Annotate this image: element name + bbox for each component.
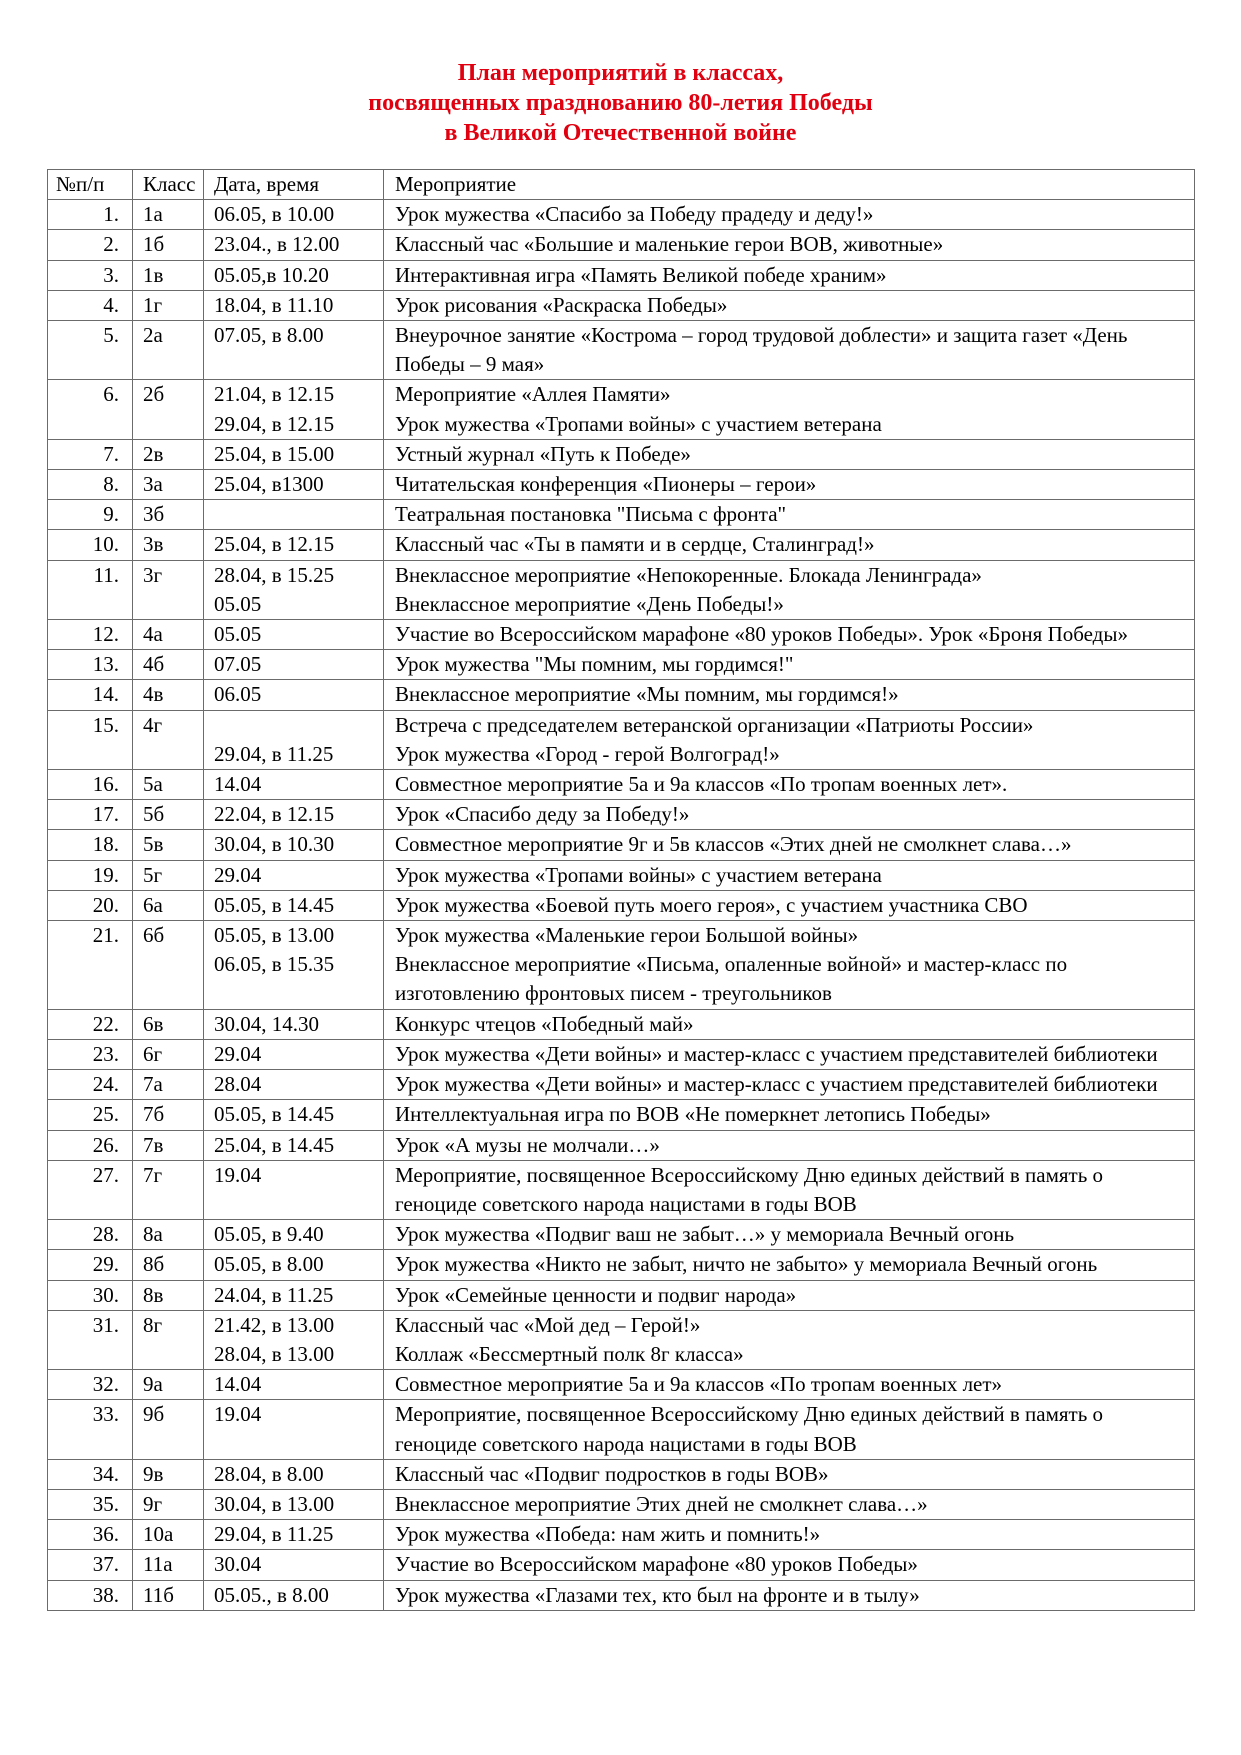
row-class: 7г [133, 1160, 204, 1219]
row-date: 14.04 [214, 772, 262, 797]
row-dates [204, 1100, 384, 1130]
row-dates [204, 710, 384, 769]
row-number: 12. [48, 620, 133, 650]
table-row [48, 1250, 1195, 1280]
row-date: 28.04 [214, 1072, 262, 1097]
table-row [48, 321, 1195, 380]
table-row [48, 1160, 1195, 1219]
row-number: 35. [48, 1489, 133, 1519]
row-class: 11б [133, 1580, 204, 1610]
row-event: Внеклассное мероприятие «Письма, опаленные войной» и мастер-класс по изготовлению фронтовых писем - треугольников [395, 952, 1068, 1006]
row-number: 1. [48, 200, 133, 230]
row-number: 38. [48, 1580, 133, 1610]
row-event: Интеллектуальная игра по ВОВ «Не померкнет летопись Победы» [395, 1102, 991, 1127]
row-number: 34. [48, 1459, 133, 1489]
row-event: Внеклассное мероприятие «Непокоренные. Блокада Ленинграда» [395, 562, 982, 587]
table-row [48, 710, 1195, 769]
row-events [384, 1250, 1195, 1280]
row-number: 36. [48, 1520, 133, 1550]
table-row [48, 290, 1195, 320]
row-date: 30.04, в 13.00 [214, 1491, 335, 1516]
row-date: 25.04, в 12.15 [214, 532, 335, 557]
row-dates [204, 200, 384, 230]
row-date [214, 711, 383, 740]
row-date: 06.05, в 10.00 [214, 202, 335, 227]
table-row [48, 830, 1195, 860]
row-dates [204, 1130, 384, 1160]
row-event: Встреча с председателем ветеранской организации «Патриоты России» [395, 712, 1034, 737]
row-event: Мероприятие, посвященное Всероссийскому Дню единых действий в память о геноциде советского народа нацистами в годы ВОВ [395, 1162, 1104, 1216]
row-event: Урок мужества «Дети войны» и мастер-класс с участием представителей библиотеки [395, 1041, 1158, 1066]
row-events [384, 380, 1195, 439]
row-number: 10. [48, 530, 133, 560]
row-number: 4. [48, 290, 133, 320]
row-events [384, 470, 1195, 500]
row-date: 21.42, в 13.00 [214, 1312, 335, 1337]
row-number: 6. [48, 380, 133, 439]
row-event: Внеклассное мероприятие «День Победы!» [395, 591, 784, 616]
row-events [384, 260, 1195, 290]
row-events [384, 650, 1195, 680]
row-date: 05.05, в 14.45 [214, 892, 335, 917]
row-events [384, 620, 1195, 650]
row-events [384, 800, 1195, 830]
header-number: №п/п [48, 170, 133, 200]
row-class: 6в [133, 1009, 204, 1039]
row-date: 28.04, в 13.00 [214, 1341, 335, 1366]
row-date: 05.05, в 8.00 [214, 1252, 324, 1277]
row-dates [204, 1310, 384, 1369]
row-number: 31. [48, 1310, 133, 1369]
row-event: Участие во Всероссийском марафоне «80 уроков Победы». Урок «Броня Победы» [395, 622, 1128, 647]
row-dates [204, 1580, 384, 1610]
row-dates [204, 1550, 384, 1580]
row-dates [204, 1039, 384, 1069]
row-event: Урок «Спасибо деду за Победу!» [395, 802, 690, 827]
row-date: 22.04, в 12.15 [214, 802, 335, 827]
row-event: Классный час «Мой дед – Герой!» [395, 1312, 701, 1337]
table-row [48, 1580, 1195, 1610]
row-date: 28.04, в 15.25 [214, 562, 335, 587]
row-event: Совместное мероприятие 9г и 5в классов «Этих дней не смолкнет слава…» [395, 832, 1072, 857]
row-events [384, 1520, 1195, 1550]
table-row [48, 770, 1195, 800]
row-events [384, 680, 1195, 710]
title-line-3: в Великой Отечественной войне [444, 120, 797, 146]
row-date: 23.04., в 12.00 [214, 232, 340, 257]
table-row [48, 1039, 1195, 1069]
row-dates [204, 321, 384, 380]
row-event: Урок мужества «Боевой путь моего героя», с участием участника СВО [395, 892, 1028, 917]
row-dates [204, 1220, 384, 1250]
row-event: Участие во Всероссийском марафоне «80 уроков Победы» [395, 1552, 918, 1577]
row-number: 17. [48, 800, 133, 830]
table-row [48, 1459, 1195, 1489]
row-date: 30.04, в 10.30 [214, 832, 335, 857]
row-date: 06.05 [214, 682, 262, 707]
row-date: 29.04 [214, 1041, 262, 1066]
row-event: Урок мужества «Победа: нам жить и помнить!» [395, 1522, 821, 1547]
row-class: 1в [133, 260, 204, 290]
row-events [384, 1039, 1195, 1069]
table-row [48, 860, 1195, 890]
row-date: 05.05, в 14.45 [214, 1102, 335, 1127]
row-date: 29.04, в 11.25 [214, 741, 334, 766]
row-number: 25. [48, 1100, 133, 1130]
row-dates [204, 1280, 384, 1310]
row-date: 05.05., в 8.00 [214, 1582, 329, 1607]
row-date: 05.05, в 13.00 [214, 923, 335, 948]
row-class: 3г [133, 560, 204, 619]
row-class: 11а [133, 1550, 204, 1580]
row-date: 05.05, в 9.40 [214, 1222, 324, 1247]
row-date: 14.04 [214, 1372, 262, 1397]
row-number: 7. [48, 439, 133, 469]
row-number: 22. [48, 1009, 133, 1039]
row-class: 6б [133, 921, 204, 1010]
row-event: Урок «А музы не молчали…» [395, 1132, 660, 1157]
header-date: Дата, время [204, 170, 384, 200]
row-class: 5г [133, 860, 204, 890]
table-row [48, 530, 1195, 560]
row-event: Урок мужества «Маленькие герои Большой войны» [395, 923, 859, 948]
row-events [384, 1070, 1195, 1100]
row-events [384, 1130, 1195, 1160]
row-class: 3б [133, 500, 204, 530]
row-events [384, 1009, 1195, 1039]
row-dates [204, 290, 384, 320]
row-events [384, 439, 1195, 469]
table-row [48, 1070, 1195, 1100]
row-number: 21. [48, 921, 133, 1010]
table-row [48, 1370, 1195, 1400]
row-number: 30. [48, 1280, 133, 1310]
row-dates [204, 921, 384, 1010]
row-events [384, 230, 1195, 260]
row-dates [204, 770, 384, 800]
row-class: 2б [133, 380, 204, 439]
row-events [384, 560, 1195, 619]
row-date: 29.04, в 12.15 [214, 411, 335, 436]
row-class: 1а [133, 200, 204, 230]
table-row [48, 800, 1195, 830]
row-event: Театральная постановка "Письма с фронта" [395, 502, 787, 527]
title-line-1: План мероприятий в классах, [457, 60, 784, 86]
row-date: 28.04, в 8.00 [214, 1461, 324, 1486]
row-dates [204, 380, 384, 439]
row-class: 7а [133, 1070, 204, 1100]
row-date: 30.04 [214, 1552, 262, 1577]
row-event: Совместное мероприятие 5а и 9а классов «По тропам военных лет». [395, 772, 1008, 797]
row-event: Урок мужества «Глазами тех, кто был на фронте и в тылу» [395, 1582, 920, 1607]
row-dates [204, 1160, 384, 1219]
row-events [384, 1459, 1195, 1489]
table-header-row [48, 170, 1195, 200]
row-event: Классный час «Большие и маленькие герои ВОВ, животные» [395, 232, 944, 257]
row-dates [204, 260, 384, 290]
row-number: 33. [48, 1400, 133, 1459]
row-events [384, 1550, 1195, 1580]
row-dates [204, 560, 384, 619]
row-class: 4г [133, 710, 204, 769]
row-class: 8в [133, 1280, 204, 1310]
row-class: 3в [133, 530, 204, 560]
row-event: Классный час «Ты в памяти и в сердце, Сталинград!» [395, 532, 875, 557]
row-event: Урок мужества «Спасибо за Победу прадеду и деду!» [395, 202, 874, 227]
row-events [384, 200, 1195, 230]
table-row [48, 1100, 1195, 1130]
row-number: 3. [48, 260, 133, 290]
table-row [48, 380, 1195, 439]
row-number: 26. [48, 1130, 133, 1160]
row-event: Урок мужества "Мы помним, мы гордимся!" [395, 652, 794, 677]
row-date: 24.04, в 11.25 [214, 1282, 334, 1307]
row-dates [204, 1489, 384, 1519]
row-date: 05.05 [214, 622, 262, 647]
row-events [384, 1580, 1195, 1610]
row-class: 1б [133, 230, 204, 260]
row-event: Мероприятие «Аллея Памяти» [395, 382, 671, 407]
row-date: 19.04 [214, 1402, 262, 1427]
row-date: 19.04 [214, 1162, 262, 1187]
row-class: 4б [133, 650, 204, 680]
row-date: 06.05, в 15.35 [214, 952, 335, 977]
table-row [48, 1220, 1195, 1250]
row-class: 6г [133, 1039, 204, 1069]
table-row [48, 439, 1195, 469]
row-event: Интерактивная игра «Память Великой победе храним» [395, 262, 887, 287]
row-class: 5а [133, 770, 204, 800]
table-row [48, 921, 1195, 1010]
row-events [384, 921, 1195, 1010]
row-event: Внеклассное мероприятие «Мы помним, мы гордимся!» [395, 682, 899, 707]
row-number: 13. [48, 650, 133, 680]
row-event: Урок мужества «Тропами войны» с участием ветерана [395, 411, 882, 436]
row-event: Урок «Семейные ценности и подвиг народа» [395, 1282, 797, 1307]
row-events [384, 1400, 1195, 1459]
row-event: Урок мужества «Город - герой Волгоград!» [395, 741, 780, 766]
row-event: Урок рисования «Раскраска Победы» [395, 292, 728, 317]
row-dates [204, 1370, 384, 1400]
table-row [48, 1550, 1195, 1580]
row-number: 29. [48, 1250, 133, 1280]
row-events [384, 1280, 1195, 1310]
row-class: 10а [133, 1520, 204, 1550]
row-number: 28. [48, 1220, 133, 1250]
header-class: Класс [133, 170, 204, 200]
table-row [48, 1280, 1195, 1310]
title-line-2: посвященных празднованию 80-летия Победы [368, 90, 873, 116]
row-event: Совместное мероприятие 5а и 9а классов «По тропам военных лет» [395, 1372, 1003, 1397]
row-dates [204, 530, 384, 560]
row-class: 7в [133, 1130, 204, 1160]
table-row [48, 230, 1195, 260]
row-number: 19. [48, 860, 133, 890]
row-dates [204, 230, 384, 260]
row-number: 20. [48, 890, 133, 920]
table-row [48, 560, 1195, 619]
row-events [384, 770, 1195, 800]
row-events [384, 1370, 1195, 1400]
row-event: Внеурочное занятие «Кострома – город трудовой доблести» и защита газет «День Победы – 9 мая» [395, 323, 1128, 377]
row-class: 8а [133, 1220, 204, 1250]
row-class: 4в [133, 680, 204, 710]
table-row [48, 1310, 1195, 1369]
row-dates [204, 860, 384, 890]
row-class: 9в [133, 1459, 204, 1489]
row-date: 05.05 [214, 591, 262, 616]
row-event: Конкурс чтецов «Победный май» [395, 1011, 694, 1036]
table-row [48, 1489, 1195, 1519]
row-events [384, 1160, 1195, 1219]
row-date: 25.04, в 14.45 [214, 1132, 335, 1157]
row-events [384, 290, 1195, 320]
table-row [48, 620, 1195, 650]
row-dates [204, 1009, 384, 1039]
table-row [48, 260, 1195, 290]
table-body [48, 200, 1195, 1611]
row-date: 25.04, в1300 [214, 472, 324, 497]
row-number: 8. [48, 470, 133, 500]
table-row [48, 1520, 1195, 1550]
row-dates [204, 830, 384, 860]
row-class: 7б [133, 1100, 204, 1130]
row-class: 2а [133, 321, 204, 380]
row-class: 8б [133, 1250, 204, 1280]
row-dates [204, 1070, 384, 1100]
row-class: 3а [133, 470, 204, 500]
header-event: Мероприятие [384, 170, 1195, 200]
row-number: 15. [48, 710, 133, 769]
row-class: 9а [133, 1370, 204, 1400]
row-event: Урок мужества «Дети войны» и мастер-класс с участием представителей библиотеки [395, 1072, 1158, 1097]
row-events [384, 1220, 1195, 1250]
row-number: 11. [48, 560, 133, 619]
document-title [0, 58, 1241, 148]
row-date [214, 500, 383, 529]
row-class: 9г [133, 1489, 204, 1519]
row-dates [204, 1459, 384, 1489]
row-number: 16. [48, 770, 133, 800]
row-event: Читательская конференция «Пионеры – герои» [395, 472, 817, 497]
row-date: 30.04, 14.30 [214, 1011, 319, 1036]
table-row [48, 200, 1195, 230]
row-event: Классный час «Подвиг подростков в годы ВОВ» [395, 1461, 829, 1486]
row-event: Внеклассное мероприятие Этих дней не смолкнет слава…» [395, 1491, 928, 1516]
row-event: Устный журнал «Путь к Победе» [395, 441, 691, 466]
row-date: 18.04, в 11.10 [214, 292, 334, 317]
row-number: 14. [48, 680, 133, 710]
row-date: 21.04, в 12.15 [214, 382, 335, 407]
row-date: 25.04, в 15.00 [214, 441, 335, 466]
row-date: 07.05 [214, 652, 262, 677]
events-table [47, 169, 1195, 1611]
row-class: 1г [133, 290, 204, 320]
row-event: Мероприятие, посвященное Всероссийскому Дню единых действий в память о геноциде советского народа нацистами в годы ВОВ [395, 1402, 1104, 1456]
row-date: 07.05, в 8.00 [214, 323, 324, 348]
table-row [48, 1009, 1195, 1039]
row-number: 27. [48, 1160, 133, 1219]
row-dates [204, 800, 384, 830]
row-date: 29.04, в 11.25 [214, 1522, 334, 1547]
row-date: 29.04 [214, 862, 262, 887]
row-dates [204, 1520, 384, 1550]
row-class: 4а [133, 620, 204, 650]
row-events [384, 710, 1195, 769]
row-events [384, 860, 1195, 890]
row-event: Коллаж «Бессмертный полк 8г класса» [395, 1341, 744, 1366]
row-event: Урок мужества «Тропами войны» с участием ветерана [395, 862, 882, 887]
table-row [48, 470, 1195, 500]
table-row [48, 1400, 1195, 1459]
row-dates [204, 890, 384, 920]
row-number: 5. [48, 321, 133, 380]
row-class: 5б [133, 800, 204, 830]
row-dates [204, 1250, 384, 1280]
row-class: 6а [133, 890, 204, 920]
table-row [48, 680, 1195, 710]
table-row [48, 500, 1195, 530]
row-events [384, 500, 1195, 530]
row-class: 2в [133, 439, 204, 469]
row-events [384, 530, 1195, 560]
row-dates [204, 620, 384, 650]
row-event: Урок мужества «Подвиг ваш не забыт…» у мемориала Вечный огонь [395, 1222, 1015, 1247]
row-events [384, 1100, 1195, 1130]
row-events [384, 1489, 1195, 1519]
row-class: 9б [133, 1400, 204, 1459]
row-events [384, 321, 1195, 380]
table-row [48, 650, 1195, 680]
row-dates [204, 680, 384, 710]
row-date: 05.05,в 10.20 [214, 262, 329, 287]
row-events [384, 1310, 1195, 1369]
row-event: Урок мужества «Никто не забыт, ничто не забыто» у мемориала Вечный огонь [395, 1252, 1098, 1277]
row-number: 24. [48, 1070, 133, 1100]
row-number: 32. [48, 1370, 133, 1400]
row-dates [204, 470, 384, 500]
table-row [48, 890, 1195, 920]
table-row [48, 1130, 1195, 1160]
row-class: 5в [133, 830, 204, 860]
row-number: 2. [48, 230, 133, 260]
row-dates [204, 439, 384, 469]
row-number: 18. [48, 830, 133, 860]
row-events [384, 890, 1195, 920]
row-number: 23. [48, 1039, 133, 1069]
row-class: 8г [133, 1310, 204, 1369]
row-dates [204, 650, 384, 680]
row-dates [204, 500, 384, 530]
row-dates [204, 1400, 384, 1459]
row-number: 37. [48, 1550, 133, 1580]
row-number: 9. [48, 500, 133, 530]
row-events [384, 830, 1195, 860]
